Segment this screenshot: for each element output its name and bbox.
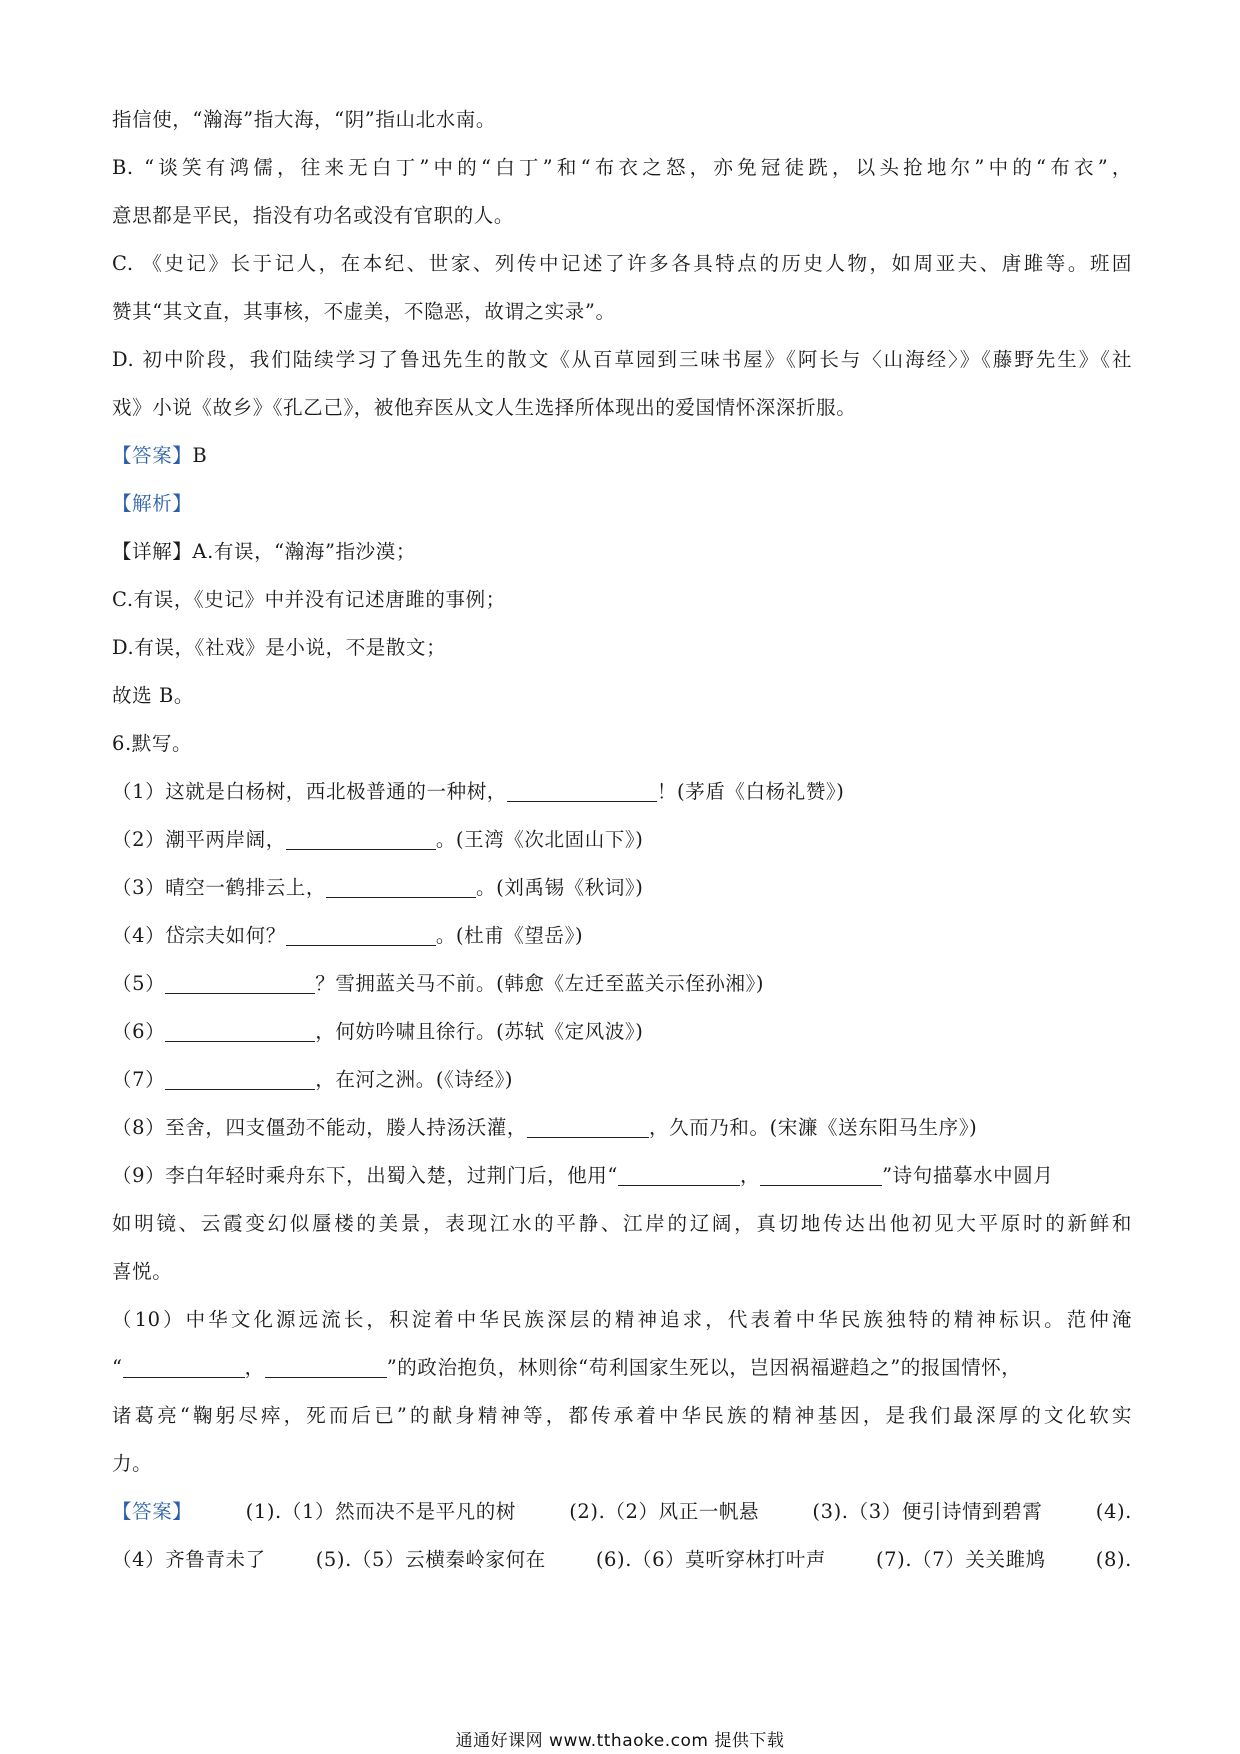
answer-item: (2).（2）风正一帆悬 xyxy=(569,1500,760,1523)
item-source: ，久而乃和。(宋濂《送东阳马生序》) xyxy=(649,1116,978,1139)
answer-blank[interactable] xyxy=(286,923,436,946)
answer-blank[interactable] xyxy=(286,827,436,850)
q6-item-10-line-1: （10）中华文化源远流长，积淀着中华民族深层的精神追求，代表着中华民族独特的精神标识。范仲淹 xyxy=(112,1308,1132,1331)
answer-item: (5).（5）云横秦岭家何在 xyxy=(315,1548,546,1571)
q6-item-10-line-4: 力。 xyxy=(112,1452,153,1475)
answer-item: (8). xyxy=(1095,1548,1132,1571)
answer-6-row-2 xyxy=(112,1536,1132,1584)
detail-conclusion: 故选 B。 xyxy=(112,684,195,707)
q6-item-5 xyxy=(112,960,1132,1008)
q6-item-1 xyxy=(112,768,1132,816)
item-prompt: （4）岱宗夫如何？ xyxy=(112,924,286,947)
item-prompt: （2）潮平两岸阔， xyxy=(112,828,286,851)
answer-item: (3).（3）便引诗情到碧霄 xyxy=(812,1500,1043,1523)
answer-item: (4). xyxy=(1095,1500,1132,1523)
answer-blank[interactable] xyxy=(265,1355,387,1378)
item-prompt: （5） xyxy=(112,972,166,995)
item-prompt-end: ”诗句描摹水中圆月 xyxy=(882,1164,1054,1187)
detail-line-3: D.有误，《社戏》是小说，不是散文； xyxy=(112,636,447,659)
item-source: ！(茅盾《白杨礼赞》) xyxy=(656,780,845,803)
answer-blank[interactable] xyxy=(618,1163,740,1186)
answer-blank[interactable] xyxy=(326,875,476,898)
answer-item: (7).（7）关关雎鸠 xyxy=(875,1548,1046,1571)
answer-value: B xyxy=(192,444,208,467)
item-quote-open: “ xyxy=(112,1356,123,1379)
answer-blank[interactable] xyxy=(527,1115,649,1138)
item-source: ？雪拥蓝关马不前。(韩愈《左迁至蓝关示侄孙湘》) xyxy=(315,972,765,995)
analysis-tag: 【解析】 xyxy=(112,492,193,515)
answer-blank[interactable] xyxy=(123,1355,245,1378)
answer-blank[interactable] xyxy=(760,1163,882,1186)
item-source: 。(刘禹锡《秋词》) xyxy=(476,876,644,899)
item-prompt: （3）晴空一鹤排云上， xyxy=(112,876,327,899)
item-source: 。(王湾《次北固山下》) xyxy=(435,828,644,851)
q6-item-9-line-2: 如明镜、云霞变幻似蜃楼的美景，表现江水的平静、江岸的辽阔，真切地传达出他初见大平原时的新鲜和 xyxy=(112,1212,1132,1235)
option-c-line-1: C. 《史记》长于记人，在本纪、世家、列传中记述了许多各具特点的历史人物，如周亚夫、唐雎等。班固 xyxy=(112,252,1132,275)
item-prompt: （8）至舍，四支僵劲不能动，媵人持汤沃灌， xyxy=(112,1116,528,1139)
item-separator: ， xyxy=(244,1356,265,1379)
item-source: 。(杜甫《望岳》) xyxy=(435,924,584,947)
option-a-continued: 指信使，“瀚海”指大海，“阴”指山北水南。 xyxy=(112,108,496,131)
analysis-heading xyxy=(112,480,1132,528)
q6-item-6 xyxy=(112,1008,1132,1056)
item-prompt: （7） xyxy=(112,1068,166,1091)
q6-item-10-line-2 xyxy=(112,1344,1132,1392)
option-d-line-1: D. 初中阶段，我们陆续学习了鲁迅先生的散文《从百草园到三味书屋》《阿长与〈山海经〉》《藤野先生》《社 xyxy=(112,348,1132,371)
item-source: ，在河之洲。(《诗经》) xyxy=(315,1068,514,1091)
question-6-title: 6.默写。 xyxy=(112,732,193,755)
option-b-line-1: B. “谈笑有鸿儒，往来无白丁”中的“白丁”和“布衣之怒，亦免冠徒跣，以头抢地尔”中的“布衣”， xyxy=(112,156,1132,179)
answer-blank[interactable] xyxy=(165,1067,315,1090)
item-prompt: （1）这就是白杨树，西北极普通的一种树， xyxy=(112,780,507,803)
answer-tag: 【答案】 xyxy=(112,444,193,467)
item-prompt: （6） xyxy=(112,1020,166,1043)
item-separator: ， xyxy=(739,1164,761,1187)
answer-blank[interactable] xyxy=(165,1019,315,1042)
q6-item-9-line-1 xyxy=(112,1152,1132,1200)
answer-item: (1).（1）然而决不是平凡的树 xyxy=(245,1500,516,1523)
q6-item-4 xyxy=(112,912,1132,960)
document-body xyxy=(112,96,1132,1584)
answer-item: (6).（6）莫听穿林打叶声 xyxy=(595,1548,826,1571)
option-c-line-2: 赞其“其文直，其事核，不虚美，不隐恶，故谓之实录”。 xyxy=(112,300,616,323)
answer-5 xyxy=(112,432,1132,480)
q6-item-9-line-3: 喜悦。 xyxy=(112,1260,173,1283)
item-prompt-end: ”的政治抱负，林则徐“苟利国家生死以，岂因祸福避趋之”的报国情怀， xyxy=(386,1356,1022,1379)
item-prompt: （9）李白年轻时乘舟东下，出蜀入楚，过荆门后，他用“ xyxy=(112,1164,618,1187)
detail-line-1: 【详解】A.有误，“瀚海”指沙漠； xyxy=(112,540,416,563)
q6-item-7 xyxy=(112,1056,1132,1104)
detail-line-2: C.有误，《史记》中并没有记述唐雎的事例； xyxy=(112,588,506,611)
answer-blank[interactable] xyxy=(507,779,657,802)
answer-blank[interactable] xyxy=(165,971,315,994)
answer-6-row-1 xyxy=(112,1488,1132,1536)
option-b-line-2: 意思都是平民，指没有功名或没有官职的人。 xyxy=(112,204,515,227)
page-footer: 通通好课网 www.tthaoke.com 提供下载 xyxy=(455,1731,785,1751)
answer-item: （4）齐鲁青未了 xyxy=(112,1548,266,1571)
item-source: ，何妨吟啸且徐行。(苏轼《定风波》) xyxy=(315,1020,644,1043)
q6-item-2 xyxy=(112,816,1132,864)
q6-item-10-line-3: 诸葛亮“鞠躬尽瘁，死而后已”的献身精神等，都传承着中华民族的精神基因，是我们最深厚的文化软实 xyxy=(112,1404,1132,1427)
option-d-line-2: 戏》小说《故乡》《孔乙己》，被他弃医从文人生选择所体现出的爱国情怀深深折服。 xyxy=(112,396,857,419)
answer-tag: 【答案】 xyxy=(112,1500,193,1523)
q6-item-3 xyxy=(112,864,1132,912)
q6-item-8 xyxy=(112,1104,1132,1152)
